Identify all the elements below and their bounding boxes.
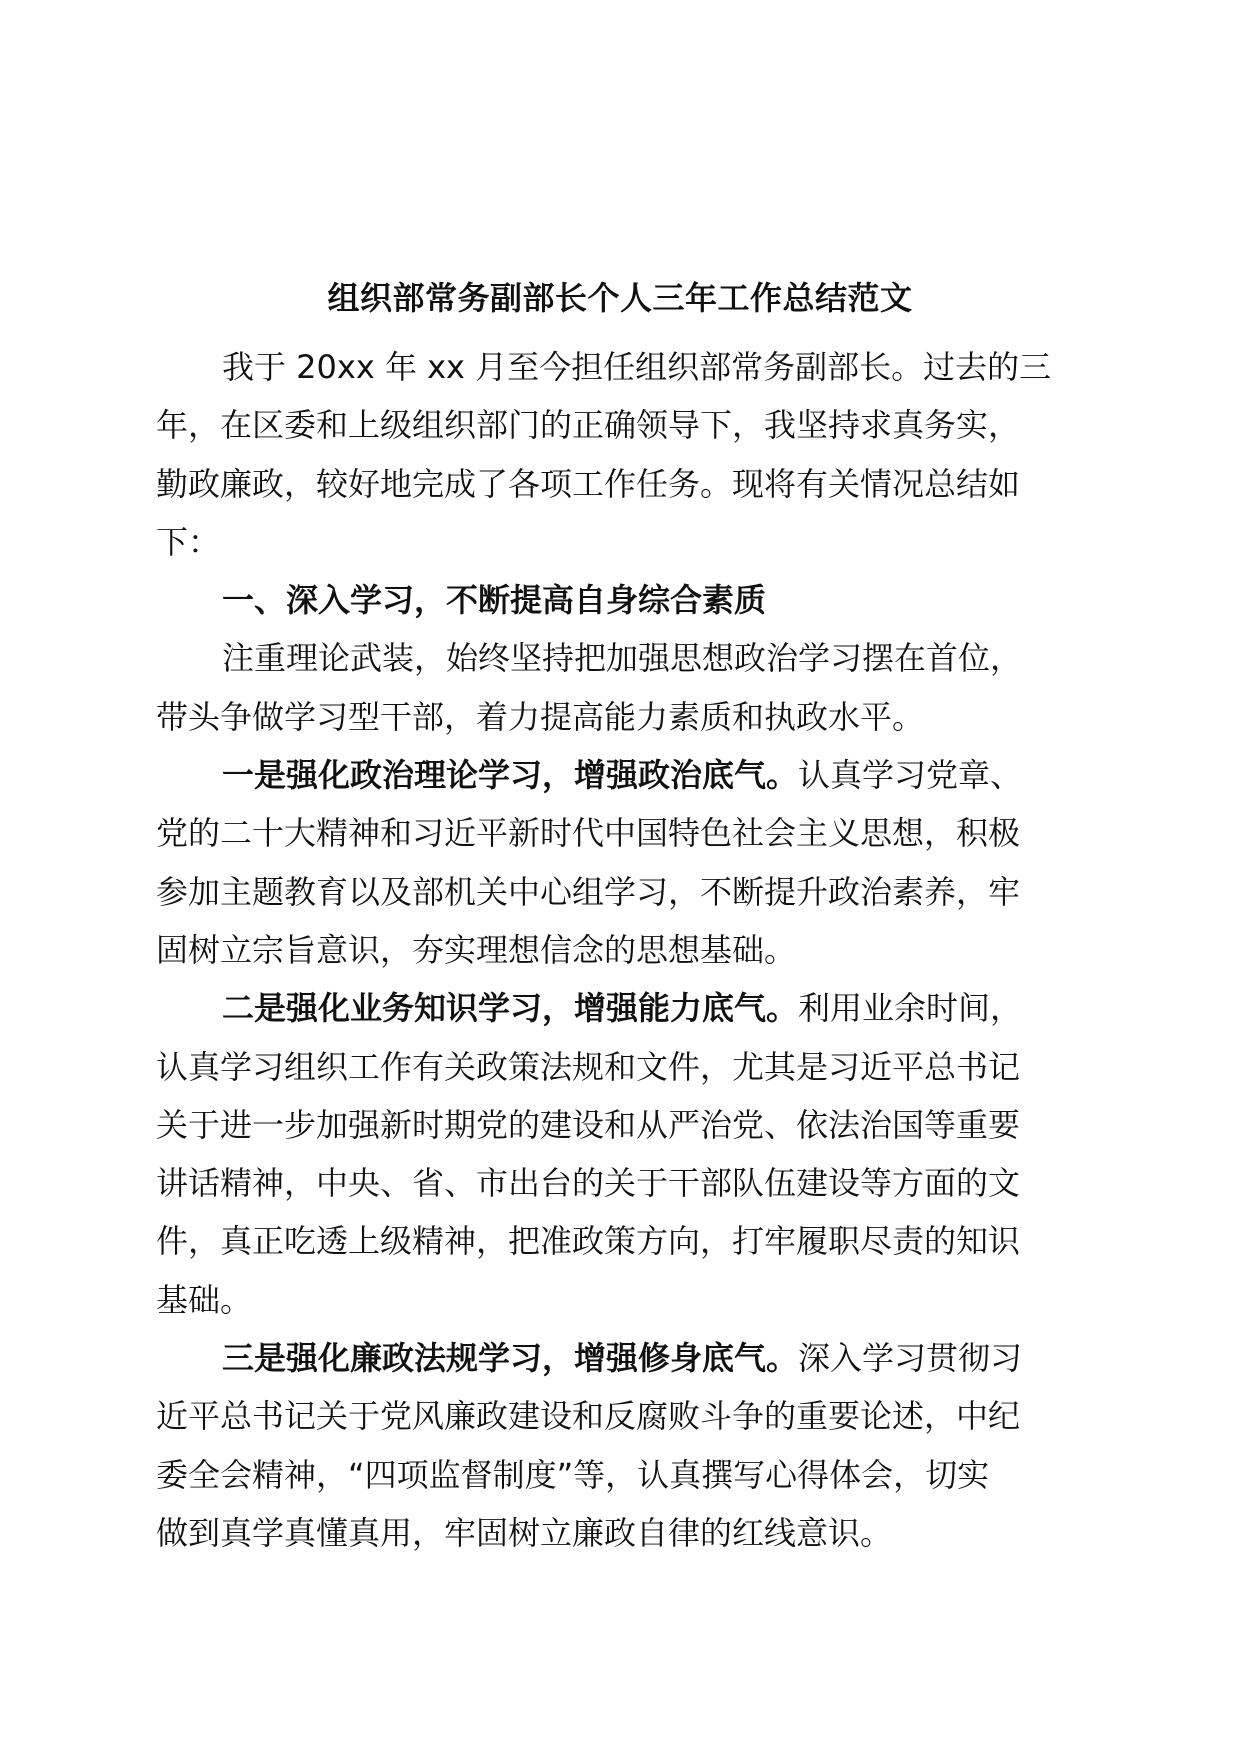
paragraph-line: 关于进一步加强新时期党的建设和从严治党、依法治国等重要 — [156, 1105, 1021, 1144]
paragraph-line: 党的二十大精神和习近平新时代中国特色社会主义思想，积极 — [156, 814, 1021, 853]
paragraph-line: 带头争做学习型干部，着力提高能力素质和执政水平。 — [156, 697, 925, 736]
paragraph-line: 三是强化廉政法规学习，增强修身底气。深入学习贯彻习 — [222, 1339, 1023, 1378]
paragraph-line: 我于 20xx 年 xx 月至今担任组织部常务副部长。过去的三 — [222, 348, 1052, 386]
paragraph-line: 委全会精神，“四项监督制度”等，认真撰写心得体会，切实 — [156, 1455, 990, 1494]
paragraph-line: 注重理论武装，始终坚持把加强思想政治学习摆在首位， — [222, 639, 1023, 678]
paragraph-lead: 二是强化业务知识学习，增强能力底气。 — [222, 989, 799, 1028]
paragraph-line: 二是强化业务知识学习，增强能力底气。利用业余时间， — [222, 989, 1023, 1028]
paragraph-line: 固树立宗旨意识，夯实理想信念的思想基础。 — [156, 930, 797, 969]
paragraph-line: 近平总书记关于党风廉政建设和反腐败斗争的重要论述，中纪 — [156, 1397, 1021, 1436]
paragraph-line: 勤政廉政，较好地完成了各项工作任务。现将有关情况总结如 — [156, 464, 1021, 503]
paragraph-line: 做到真学真懂真用，牢固树立廉政自律的红线意识。 — [156, 1513, 893, 1552]
document-title: 组织部常务副部长个人三年工作总结范文 — [327, 279, 913, 317]
paragraph-line: 讲话精神，中央、省、市出台的关于干部队伍建设等方面的文 — [156, 1164, 1021, 1203]
paragraph-line: 件，真正吃透上级精神，把准政策方向，打牢履职尽责的知识 — [156, 1222, 1021, 1261]
paragraph-line: 一是强化政治理论学习，增强政治底气。认真学习党章、 — [222, 756, 1023, 795]
paragraph-line: 基础。 — [156, 1280, 253, 1319]
paragraph-line: 认真学习组织工作有关政策法规和文件，尤其是习近平总书记 — [156, 1047, 1021, 1086]
document-body — [156, 338, 1074, 1562]
paragraph-lead: 三是强化廉政法规学习，增强修身底气。 — [222, 1339, 799, 1378]
paragraph-line: 年，在区委和上级组织部门的正确领导下，我坚持求真务实， — [156, 406, 1021, 445]
section-heading: 一、深入学习，不断提高自身综合素质 — [222, 581, 767, 620]
paragraph-lead: 一是强化政治理论学习，增强政治底气。 — [222, 756, 799, 795]
paragraph-line: 参加主题教育以及部机关中心组学习，不断提升政治素养，牢 — [156, 872, 1021, 911]
paragraph-line: 下： — [156, 522, 221, 561]
